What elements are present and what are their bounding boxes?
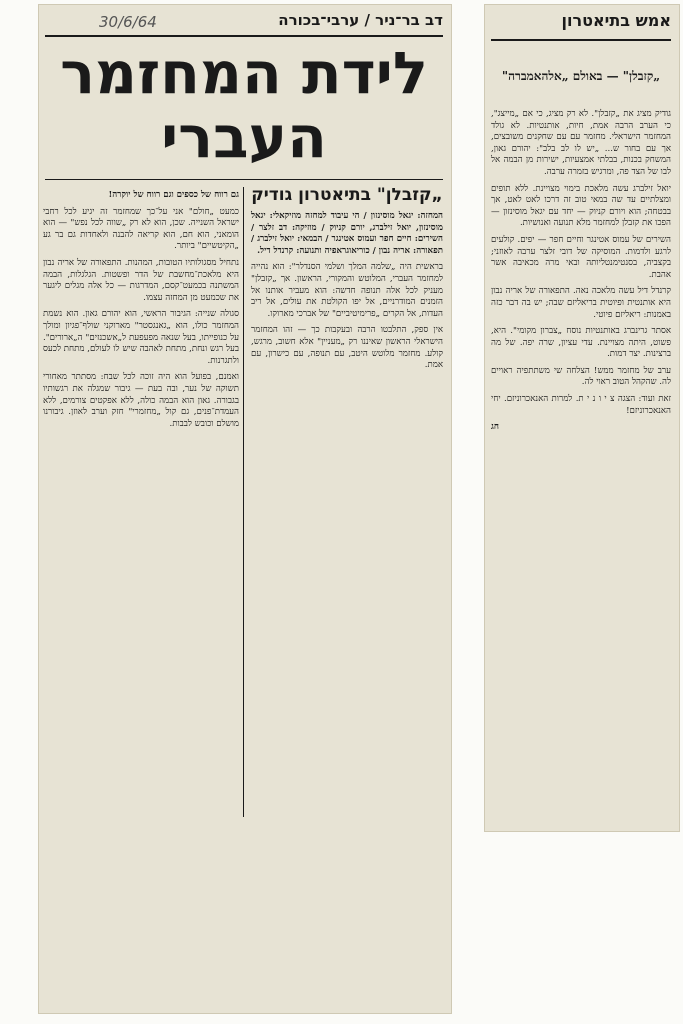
title-divider (45, 179, 443, 180)
body-paragraph: כמעט „חולם" אני על־כך שמחזמר זה יגיע לכל רחבי ישראל השנייה. שכן, הוא לא רק „שווה לכל נפש" — הוא הומאני, הוא חם, הוא קריאה להבנה ולאחדות גם בר גע „הקיטשיים" ביותר. (43, 206, 239, 252)
article-column-left (43, 190, 239, 435)
article-column-right (251, 185, 443, 377)
main-article-clipping (38, 4, 452, 1014)
article-subheading: „קזבלן" בתיאטרון גודיק (251, 185, 443, 205)
body-paragraph: אין ספק, התלבטו הרבה ובעקבות כך — זהו המחזמר הישראלי הראשון שאיננו רק „מעניין" אלא חשוב, מרגש, קולע. מחזמר מלוטש היטב, עם תנופה, עם כישרון, עם אמת. (251, 325, 443, 371)
byline-divider (45, 35, 443, 37)
body-paragraph: ואמנם, בפועל הוא היה זוכה לכל שבח: מסתתר מאחורי תשוקה של נער, ובה בעת — גיבור שמגלה את רגשותיו בגבורה. גאון הוא הבמה כולה, ללא אפקטים צורמים, ללא העמדת־פנים, גם קול „מחזמרי" חזק וערב לאוזן. גיבורנו מושלם וכובש לבבות. (43, 372, 239, 429)
section-header: אמש בתיאטרון (561, 11, 671, 30)
side-article-body (491, 109, 671, 439)
body-paragraph: סגולה שנייה: הגיבור הראשי, הוא יהורם גאון. הוא נשמת המחזמר כולו, הוא „גאנגסטר" מארוקני שולף־פגיון ומולך על כנופייתו, בעל שנאה מפעפעת ל„אשכנזים" ה„ארורים". בעל רגש ונחת, מתחת לאהבה שיש לו לעולם, מתחת לכעס ולתגרנות. (43, 309, 239, 366)
side-article-subtitle: „קזבלן" — באולם „אלהאמברה" (501, 69, 661, 83)
article-title: לידת המחזמר העברי (60, 39, 428, 171)
column-divider (243, 187, 244, 817)
body-paragraph: נתחיל מסגולותיו הטובות, המהנות. התפאורה של אריה נבון היא מלאכת־מחשבת של הדר ופשטות. הגלגלות, הבמה המשתנה בכמעט־קסם, המדרגות — כל אלה מגלים ליגער את שכמעט מן המחזה עצמו. (43, 257, 239, 303)
handwritten-date: 30/6/64 (99, 13, 157, 31)
body-paragraph: ערב של מחזמר ממש! הצלחה שי משתתפיה ראויים לה. שהקהל הטוב ראוי לה. (491, 365, 671, 388)
body-paragraph: בראשית היה „שלמה המלך ושלמי הסנדלר": הוא נהייה למחזמר העברי, המלוטש והמקורי, הראשון. אך „קזבלן" מעניק לכל אלה תנופה חדשה: הוא מעביר אותנו אל הזמנים המודרניים, אל יפו הקולטת את עולים, אל ריב העדות, אל הקרים „פרימיטיביים" של אברכי מארוקו. (251, 262, 443, 319)
body-paragraph: אסתר גרינברג באותנטיות נוסח „צברון מקומי". היא, פשוט, היתה מצויינת. עדי עציון, שרה יפה. של מה ברצינות. יצר דמות. (491, 326, 671, 360)
side-article-clipping (484, 4, 680, 832)
body-paragraph: זאת ועוד: הצגה צ י ו נ י ת. למרות האנאכרוניזם. יחי האנאכרוניזם! (491, 394, 671, 416)
production-credits: המחזה: יגאל מוסינזון / הי עיבוד למחזה מוזיקאלי: יגאל מוסינזון, יואל זילברג, יורם קניוק / מוזיקה: דב זלצר / השירים: חיים חפר ועמוס אטינגר / הבמאי: יואל זילברג / תפאורה: אריה נבון / כוריאוגראפיה ותנועה: קרנדל דיל. (251, 211, 443, 256)
body-paragraph: גודיק מציג את „קזבלן". לא רק מציג, כי אם „מייצג", כי הערב הרבה אמת, חיות, אותנטיות. לא גולד המחזמר הישראלי. מחזמר עם עם שחקנים משובצים, אך עם בחור ש... „יש לו לב בלב": יהורם גאון, המשחק בכנות, בבלתי אמצעיות, ישירות מן הבמה אל לבו של הצד פה, ומרגיש בזמרה ערבה. (491, 109, 671, 177)
body-paragraph: השירים של עמוס אטינגר וחיים חפר — יפים. קולעים לרגע ולדמות. המוסיקה של דובי זלצר ערבה לאוזני; בקצביה, בסנטימנטליותה ובאי מרה מכאיבה אשר אהבת. (491, 234, 671, 280)
article-byline: דב בר־ניר / ערבי־בכורה (278, 11, 443, 29)
body-paragraph: יואל זילברג עשה מלאכת בימוי מצויינת. ללא תופים ומצלתיים עד שה במאי טוב זה דרכו לאט לאט, אך בבטחה; הוא ויורם קניוק — יחד עם יגאל מוסינזון — הפכו את קזבלן למחזמר מלא תנועה ואנושיות. (491, 183, 671, 229)
body-paragraph: קרנדל דיל עשה מלאכה נאה. התפאורה של אריה נבון היא אותנטית ופיוטית בריאליזם שבה; יש בה דבר כזה באמנות: ריאליזם פיוטי. (491, 286, 671, 320)
body-paragraph: גם רווח של כספים וגם רווח של יוקרה! (108, 190, 239, 200)
section-divider (491, 39, 671, 41)
signature: חג (491, 422, 499, 433)
